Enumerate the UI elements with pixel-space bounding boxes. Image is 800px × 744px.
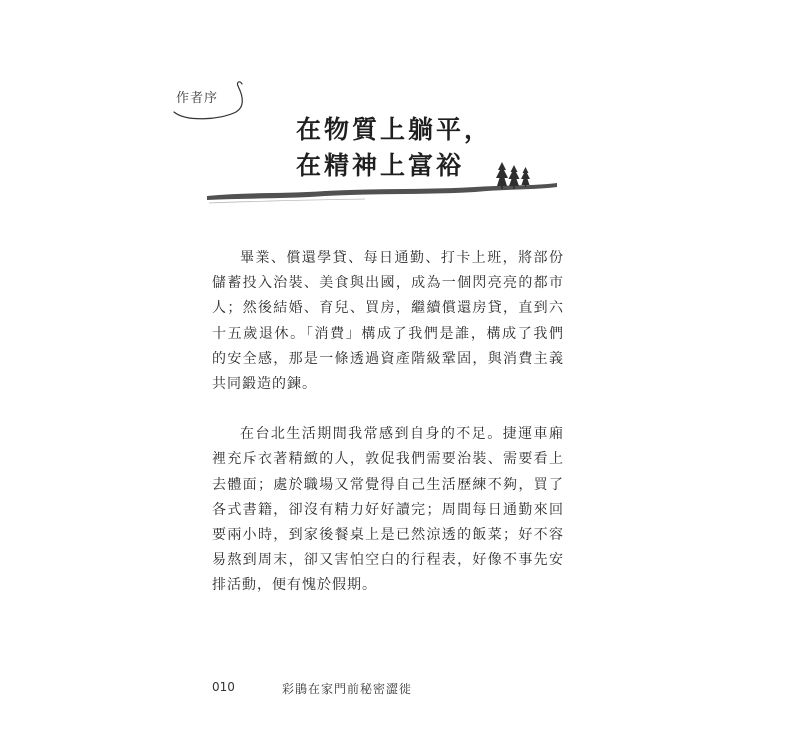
chapter-title-line-1: 在物質上躺平， <box>296 115 493 144</box>
running-book-title: 彩鵑在家門前秘密澀徙 <box>282 682 413 696</box>
chapter-title-line-2: 在精神上富裕 <box>296 151 465 180</box>
section-tag: 作者序 <box>176 91 219 106</box>
pine-trees-icon <box>496 162 530 189</box>
body-text <box>212 246 564 599</box>
paragraph-2: 在台北生活期間我常感到自身的不足。捷運車廂裡充斥衣著精緻的人，敦促我們需要治裝、需要看上去體面；處於職場又常覺得自己生活歷練不夠，買了各式書籍，卻沒有精力好好讀完；周間每日通勤來回要兩小時，到家後餐桌上是已然涼透的飯菜；好不容易熬到周末，卻又害怕空白的行程表，好像不事先安排活動，便有愧於假期。 <box>212 426 564 594</box>
ink-landscape-illustration <box>205 162 565 212</box>
page-number: 010 <box>212 680 235 694</box>
paragraph-1: 畢業、償還學貸、每日通勤、打卡上班，將部份儲蓄投入治裝、美食與出國，成為一個閃亮亮的都市人；然後結婚、育兒、買房，繼續償還房貸，直到六十五歲退休。「消費」構成了我們是誰，構成了我們的安全感，那是一條透過資產階級鞏固，與消費主義共同鍛造的鍊。 <box>212 250 564 393</box>
